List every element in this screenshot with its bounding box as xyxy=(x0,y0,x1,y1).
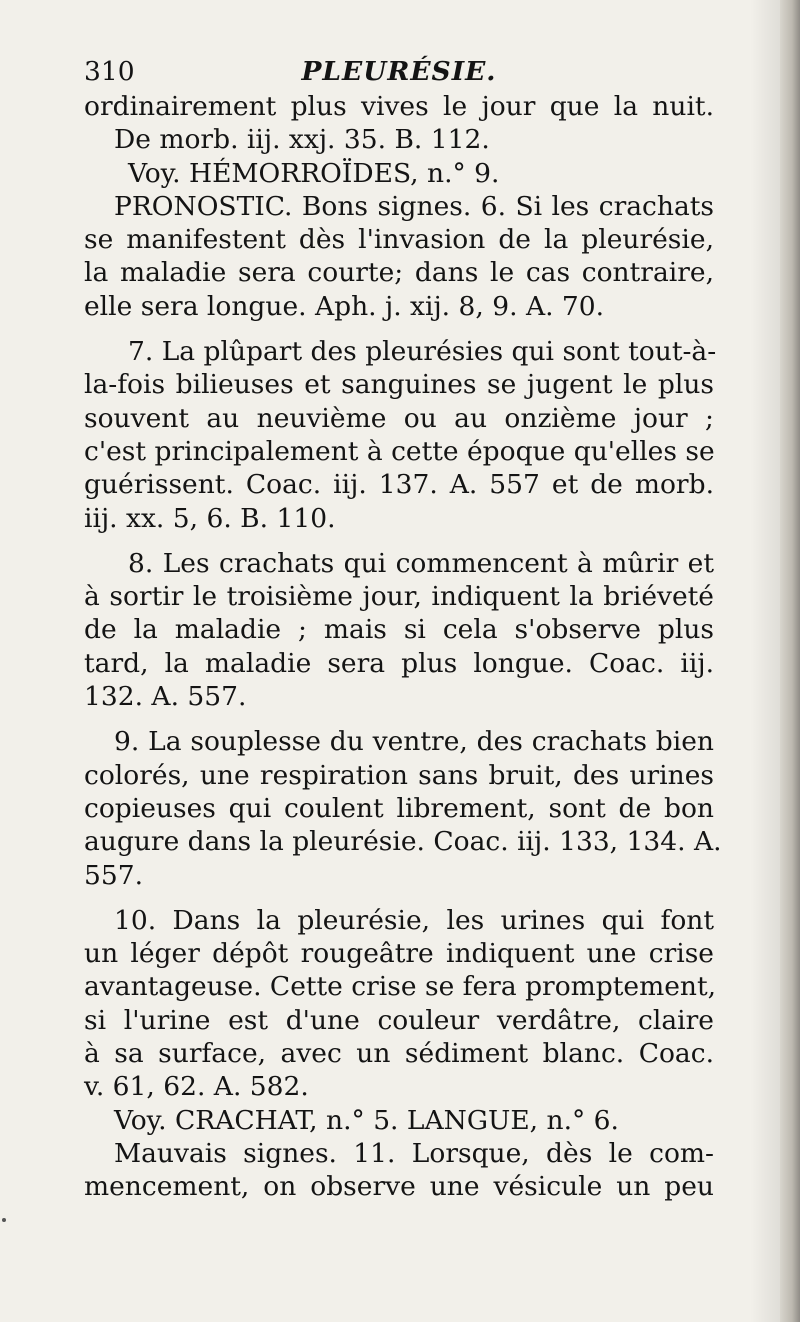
text-line: ordinairement plus vives le jour que la nuit. xyxy=(84,91,714,122)
text-line: iij. xx. 5, 6. B. 110. xyxy=(84,502,336,534)
text-line: la-fois bilieuses et sanguines se jugent le plus xyxy=(84,369,714,401)
text-line: avantageuse. Cette crise se fera promptement, xyxy=(84,971,717,1003)
text-line: mencement, on observe une vésicule un peu xyxy=(84,1171,714,1203)
text-line: guérissent. Coac. iij. 137. A. 557 et de morb. xyxy=(84,469,714,501)
text-line: la maladie sera courte; dans le cas contraire, xyxy=(84,257,714,289)
text-line: souvent au neuvième ou au onzième jour ; xyxy=(84,402,714,434)
text-line: 9. La souplesse du ventre, des crachats bien xyxy=(114,726,714,758)
text-line: c'est principalement à cette époque qu'elles se xyxy=(84,435,715,467)
text-line: à sortir le troisième jour, indiquent la briéveté xyxy=(84,581,714,613)
text-line: se manifestent dès l'invasion de la pleurésie, xyxy=(84,224,714,256)
text-line: augure dans la pleurésie. Coac. iij. 133, 134. A. xyxy=(84,826,722,858)
text-line: 7. La plûpart des pleurésies qui sont tout-à- xyxy=(128,336,717,368)
page-number: 310 xyxy=(84,56,135,87)
page-edge xyxy=(780,0,800,1322)
text-line: v. 61, 62. A. 582. xyxy=(84,1071,309,1103)
text-line: colorés, une respiration sans bruit, des urines xyxy=(84,759,714,791)
text-line: copieuses qui coulent librement, sont de bon xyxy=(84,792,714,824)
text-line: Mauvais signes. 11. Lorsque, dès le com- xyxy=(114,1137,714,1169)
text-line: si l'urine est d'une couleur verdâtre, claire xyxy=(84,1004,714,1036)
text-line: 8. Les crachats qui commencent à mûrir et xyxy=(128,547,714,579)
text-line: à sa surface, avec un sédiment blanc. Coac. xyxy=(84,1038,714,1070)
page-header xyxy=(84,54,714,90)
text-line: 557. xyxy=(84,859,144,891)
ink-speck xyxy=(2,1218,6,1222)
text-line: un léger dépôt rougeâtre indiquent une crise xyxy=(84,938,714,970)
text-line: De morb. iij. xxj. 35. B. 112. xyxy=(114,124,490,156)
text-line: de la maladie ; mais si cela s'observe plus xyxy=(84,614,714,646)
text-line: Voy. HÉMORROÏDES, n.° 9. xyxy=(128,157,500,189)
text-line: tard, la maladie sera plus longue. Coac. iij. xyxy=(84,647,714,679)
text-line: Voy. CRACHAT, n.° 5. LANGUE, n.° 6. xyxy=(114,1104,619,1136)
page-text xyxy=(84,54,722,1204)
text-line: elle sera longue. Aph. j. xij. 8, 9. A. 70. xyxy=(84,290,605,322)
text-line: 132. A. 557. xyxy=(84,681,247,713)
text-line: PRONOSTIC. Bons signes. 6. Si les crachats xyxy=(114,190,714,222)
running-head: PLEURÉSIE. xyxy=(301,56,497,87)
text-line: 10. Dans la pleurésie, les urines qui font xyxy=(114,904,714,936)
